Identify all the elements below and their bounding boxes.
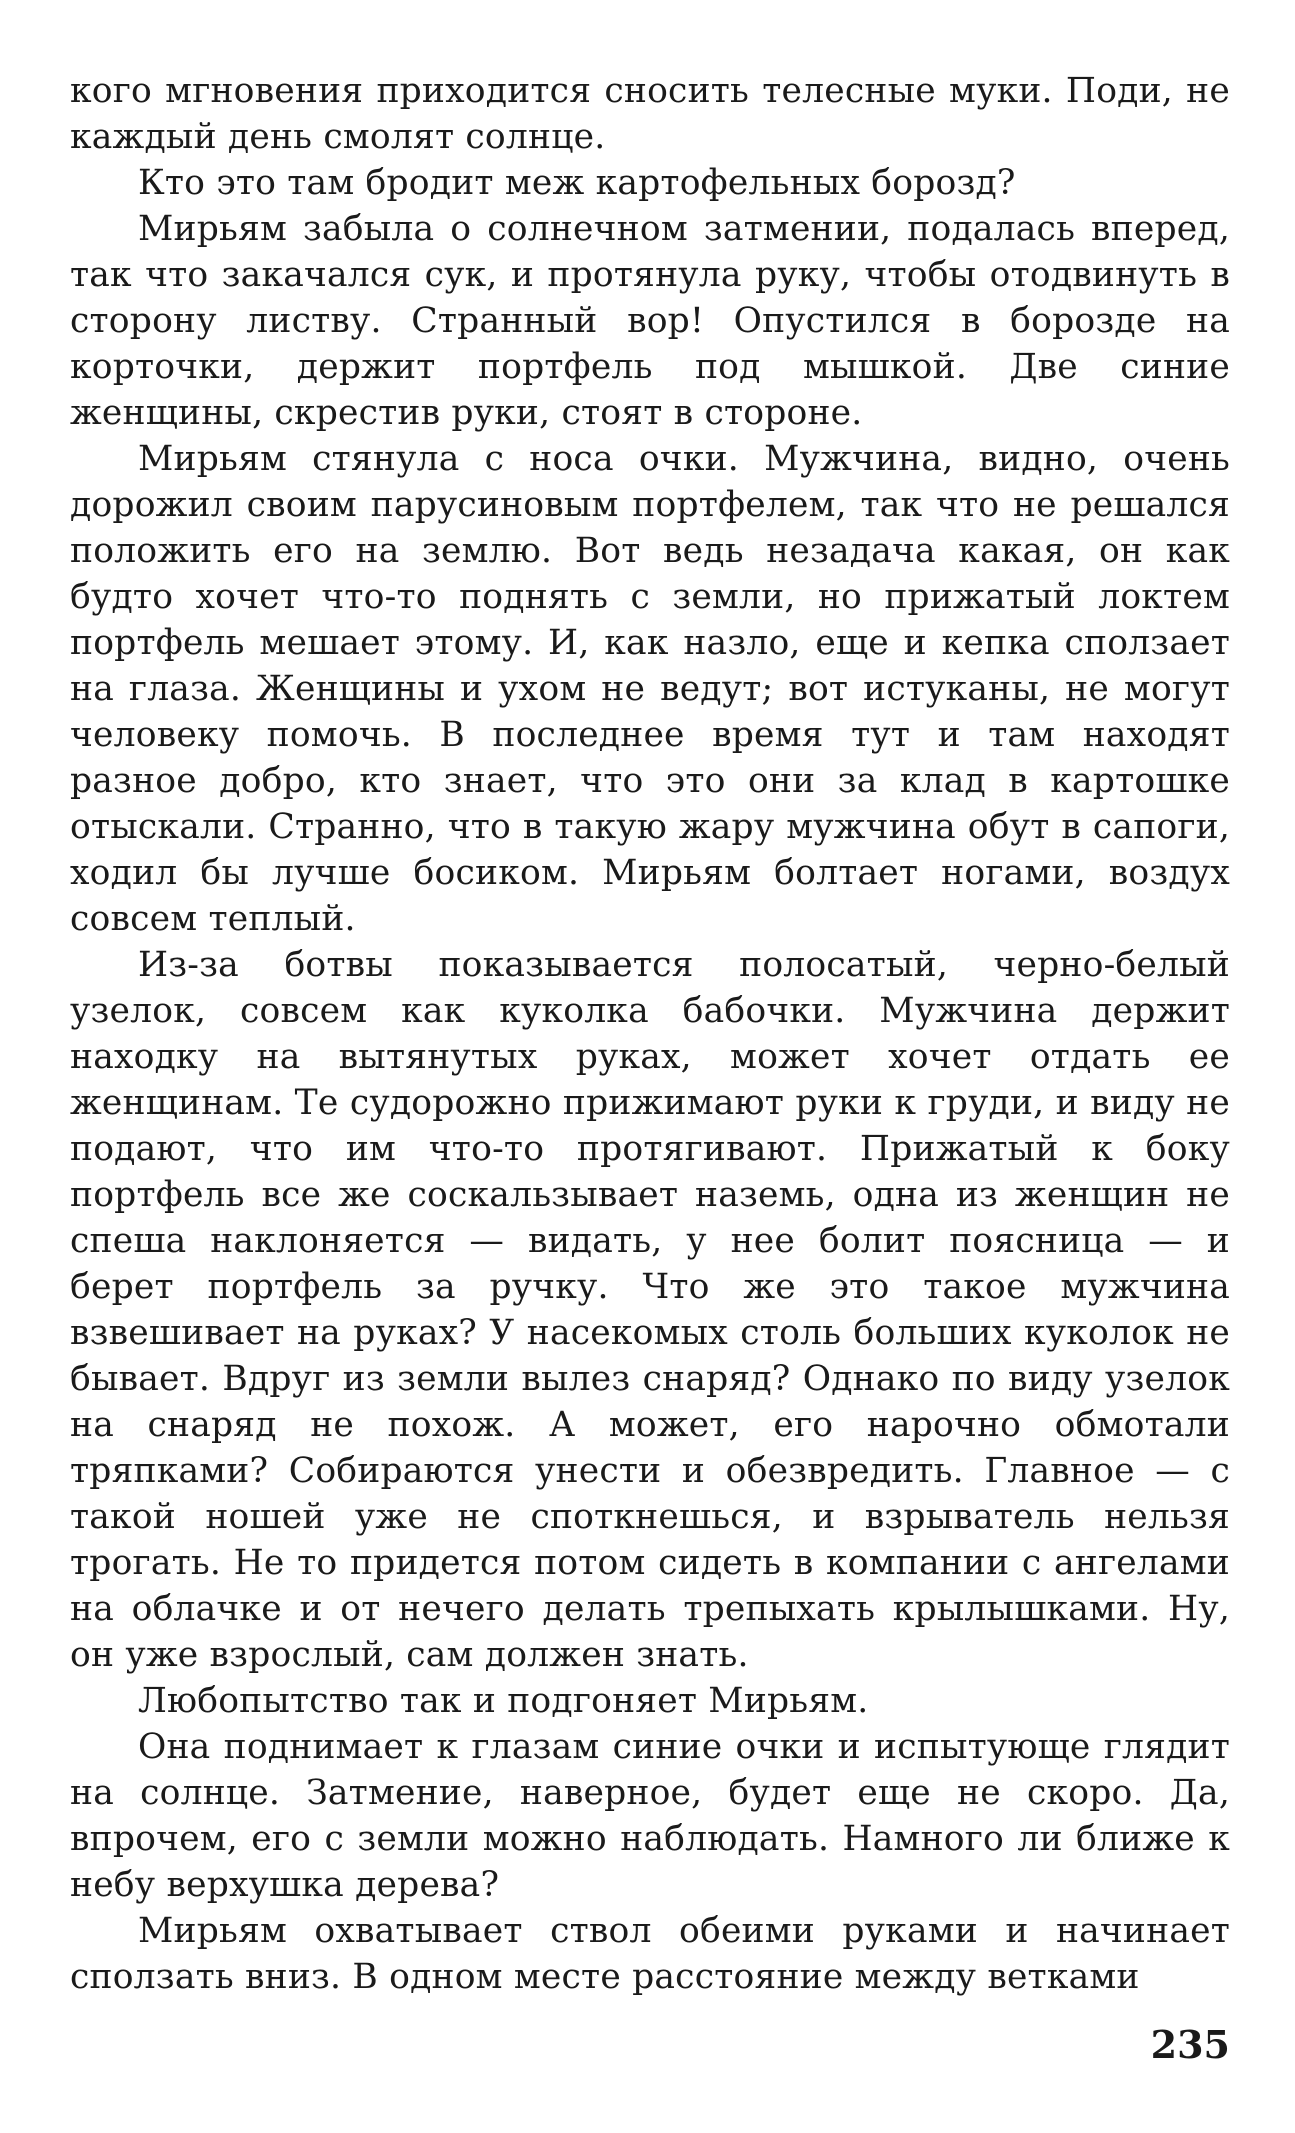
paragraph-2: Кто это там бродит меж картофельных борозд? bbox=[138, 163, 1016, 203]
paragraph-5: Из-за ботвы показывается полосатый, черно-белый узелок, совсем как куколка бабочки. Мужчина держит находку на вытянутых руках, может хочет отдать ее женщинам. Те судорожно прижимают руки к груди, и виду не подают, что им что-то протягивают. Прижатый к боку портфель все же соскальзывает наземь, одна из женщин не спеша наклоняется — видать, у нее болит поясница — и берет портфель за ручку. Что же это такое мужчина взвешивает на руках? У насекомых столь больших куколок не бывает. Вдруг из земли вылез снаряд? Однако по виду узелок на снаряд не похож. А может, его нарочно обмотали тряпками? Собираются унести и обезвредить. Главное — с такой ношей уже не споткнешься, и взрыватель нельзя трогать. Не то придется потом сидеть в компании с ангелами на облачке и от нечего делать трепыхать крылышками. Ну, он уже взрослый, сам должен знать. bbox=[70, 945, 1230, 1675]
paragraph-7: Она поднимает к глазам синие очки и испытующе глядит на солнце. Затмение, наверное, будет еще не скоро. Да, впрочем, его с земли можно наблюдать. Намного ли ближе к небу верхушка дерева? bbox=[70, 1727, 1230, 1905]
paragraph-4: Мирьям стянула с носа очки. Мужчина, видно, очень дорожил своим парусиновым портфелем, так что не решался положить его на землю. Вот ведь незадача какая, он как будто хочет что-то поднять с земли, но прижатый локтем портфель мешает этому. И, как назло, еще и кепка сползает на глаза. Женщины и ухом не ведут; вот истуканы, не могут человеку помочь. В последнее время тут и там находят разное добро, кто знает, что это они за клад в картошке отыскали. Странно, что в такую жару мужчина обут в сапоги, ходил бы лучше босиком. Мирьям болтает ногами, воздух совсем теплый. bbox=[70, 439, 1230, 939]
paragraph-6: Любопытство так и подгоняет Мирьям. bbox=[138, 1681, 869, 1721]
paragraph-3: Мирьям забыла о солнечном затмении, подалась вперед, так что закачался сук, и протянула руку, чтобы отодвинуть в сторону листву. Странный вор! Опустился в борозде на корточки, держит портфель под мышкой. Две синие женщины, скрестив руки, стоят в стороне. bbox=[70, 209, 1230, 433]
paragraph-1: кого мгновения приходится сносить телесные муки. Поди, не каждый день смолят солнце. bbox=[70, 71, 1230, 157]
page-number: 235 bbox=[1150, 2022, 1230, 2067]
body-text bbox=[70, 68, 1230, 2000]
paragraph-8: Мирьям охватывает ствол обеими руками и начинает сползать вниз. В одном месте расстояние между ветками bbox=[70, 1911, 1230, 1997]
